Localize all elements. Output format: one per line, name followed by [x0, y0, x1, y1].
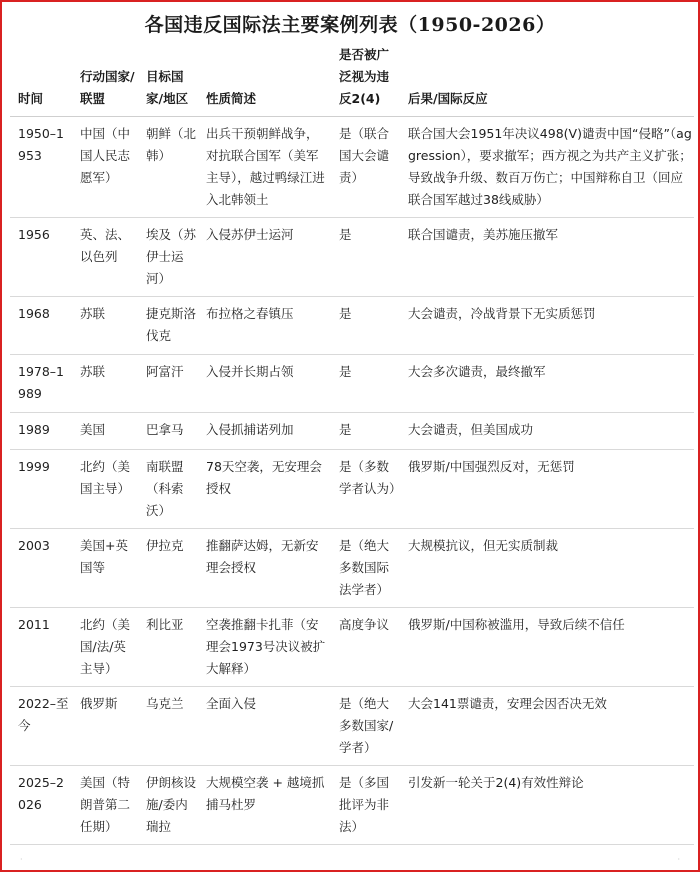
cell-violation: 是（多数学者认为）: [331, 450, 400, 529]
corner-mark: ·: [677, 855, 680, 864]
cell-year: 1950–1953: [10, 117, 72, 218]
cell-year: 1968: [10, 297, 72, 355]
header-violation: 是否被广泛视为违反2(4): [331, 44, 400, 117]
cell-result: 俄罗斯/中国强烈反对，无惩罚: [400, 450, 694, 529]
cell-result: 引发新一轮关于2(4)有效性辩论: [400, 766, 694, 845]
cell-violation: 是: [331, 413, 400, 450]
cell-target: 朝鲜（北韩）: [138, 117, 198, 218]
header-result: 后果/国际反应: [400, 44, 694, 117]
table-row: [10, 218, 694, 297]
cell-result: 俄罗斯/中国称被滥用，导致后续不信任: [400, 608, 694, 687]
cell-target: 阿富汗: [138, 355, 198, 413]
cell-result: 联合国谴责，美苏施压撤军: [400, 218, 694, 297]
cell-actor: 苏联: [72, 297, 138, 355]
cell-violation: 是: [331, 355, 400, 413]
header-target: 目标国家/地区: [138, 44, 198, 117]
cell-nature: 入侵苏伊士运河: [198, 218, 331, 297]
table-row: [10, 117, 694, 218]
cell-nature: 布拉格之春镇压: [198, 297, 331, 355]
cell-target: 巴拿马: [138, 413, 198, 450]
cell-violation: 是（绝大多数国家/学者）: [331, 687, 400, 766]
cell-year: 1999: [10, 450, 72, 529]
cell-nature: 78天空袭，无安理会授权: [198, 450, 331, 529]
cell-year: 2011: [10, 608, 72, 687]
table-header-row: [10, 44, 694, 117]
cell-actor: 俄罗斯: [72, 687, 138, 766]
cell-nature: 入侵抓捕诺列加: [198, 413, 331, 450]
cell-violation: 是（联合国大会谴责）: [331, 117, 400, 218]
cell-target: 伊朗核设施/委内瑞拉: [138, 766, 198, 845]
cell-violation: 是（多国批评为非法）: [331, 766, 400, 845]
cell-nature: 大规模空袭 + 越境抓捕马杜罗: [198, 766, 331, 845]
cell-actor: 美国: [72, 413, 138, 450]
table-row: [10, 297, 694, 355]
cell-target: 捷克斯洛伐克: [138, 297, 198, 355]
cell-violation: 是: [331, 218, 400, 297]
cell-target: 伊拉克: [138, 529, 198, 608]
cell-nature: 空袭推翻卡扎菲（安理会1973号决议被扩大解释）: [198, 608, 331, 687]
cell-target: 南联盟（科索沃）: [138, 450, 198, 529]
cell-nature: 推翻萨达姆，无新安理会授权: [198, 529, 331, 608]
cell-year: 1978–1989: [10, 355, 72, 413]
cell-result: 联合国大会1951年决议498(V)谴责中国“侵略”（aggression），要求撤军；西方视之为共产主义扩张；导致战争升级、数百万伤亡；中国辩称自卫（回应联合国军越过38线威胁）: [400, 117, 694, 218]
cell-actor: 苏联: [72, 355, 138, 413]
page-title: 各国违反国际法主要案例列表（1950-2026）: [144, 14, 556, 36]
corner-mark: ·: [20, 855, 23, 864]
table-row: [10, 413, 694, 450]
cell-nature: 出兵干预朝鲜战争，对抗联合国军（美军主导），越过鸭绿江进入北韩领土: [198, 117, 331, 218]
table-row: [10, 529, 694, 608]
cell-nature: 全面入侵: [198, 687, 331, 766]
table-row: [10, 608, 694, 687]
cell-actor: 中国（中国人民志愿军）: [72, 117, 138, 218]
cell-year: 2025–2026: [10, 766, 72, 845]
cell-actor: 英、法、以色列: [72, 218, 138, 297]
table-row: [10, 766, 694, 845]
cell-year: 1989: [10, 413, 72, 450]
header-year: 时间: [10, 44, 72, 117]
cell-violation: 是（绝大多数国际法学者）: [331, 529, 400, 608]
cell-result: 大规模抗议，但无实质制裁: [400, 529, 694, 608]
cell-year: 1956: [10, 218, 72, 297]
cell-violation: 高度争议: [331, 608, 400, 687]
cell-year: 2003: [10, 529, 72, 608]
cell-target: 埃及（苏伊士运河）: [138, 218, 198, 297]
cell-actor: 北约（美国主导）: [72, 450, 138, 529]
cell-actor: 美国（特朗普第二任期）: [72, 766, 138, 845]
cell-violation: 是: [331, 297, 400, 355]
cell-result: 大会谴责，冷战背景下无实质惩罚: [400, 297, 694, 355]
table-row: [10, 355, 694, 413]
cell-actor: 美国+英国等: [72, 529, 138, 608]
cell-target: 利比亚: [138, 608, 198, 687]
table-row: [10, 687, 694, 766]
header-nature: 性质简述: [198, 44, 331, 117]
cell-result: 大会141票谴责，安理会因否决无效: [400, 687, 694, 766]
cell-actor: 北约（美国/法/英主导）: [72, 608, 138, 687]
cell-target: 乌克兰: [138, 687, 198, 766]
header-actor: 行动国家/联盟: [72, 44, 138, 117]
cell-nature: 入侵并长期占领: [198, 355, 331, 413]
cell-result: 大会谴责，但美国成功: [400, 413, 694, 450]
cell-year: 2022–至今: [10, 687, 72, 766]
table-row: [10, 450, 694, 529]
cases-table: [10, 44, 694, 845]
cell-result: 大会多次谴责，最终撤军: [400, 355, 694, 413]
